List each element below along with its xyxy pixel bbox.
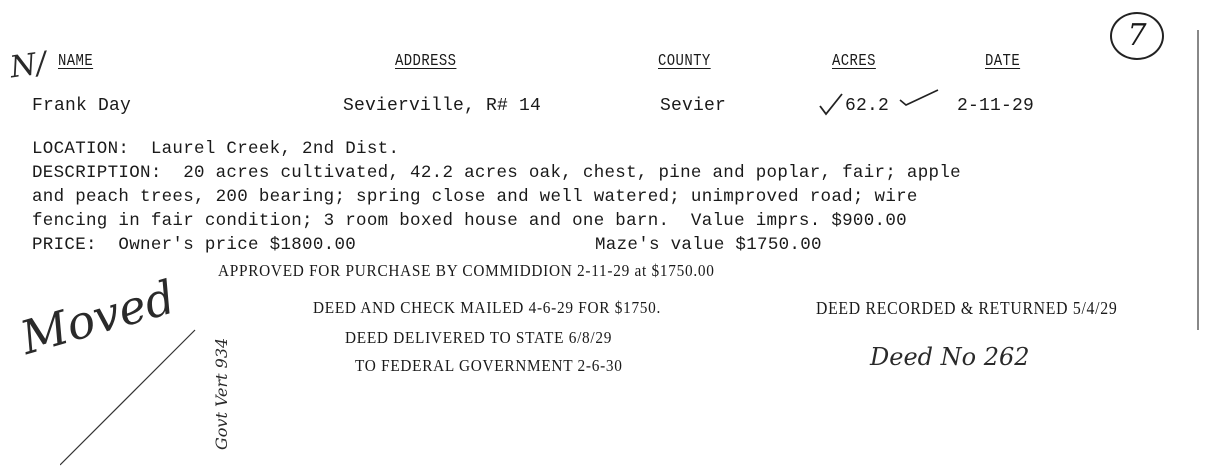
- approved-line: APPROVED FOR PURCHASE BY COMMIDDION 2-11-29 at $1750.00: [218, 261, 715, 280]
- deed-federal: TO FEDERAL GOVERNMENT 2-6-30: [355, 356, 623, 375]
- handwritten-govt-vert: Govt Vert 934: [212, 337, 231, 450]
- header-address: ADDRESS: [395, 52, 457, 71]
- checkmark-icon: [818, 92, 846, 116]
- moved-pointer-line: [60, 320, 200, 470]
- header-name: NAME: [58, 52, 94, 71]
- scan-edge-line: [1197, 30, 1199, 330]
- maze-value: Maze's value $1750.00: [595, 235, 822, 255]
- record-name: Frank Day: [32, 96, 132, 116]
- description-line-2: and peach trees, 200 bearing; spring close and well watered; unimproved road; wire: [32, 187, 918, 207]
- margin-mark: N/: [7, 45, 49, 86]
- record-address: Sevierville, R# 14: [343, 96, 542, 116]
- deed-recorded: DEED RECORDED & RETURNED 5/4/29: [816, 298, 1118, 318]
- deed-mailed: DEED AND CHECK MAILED 4-6-29 FOR $1750.: [313, 298, 662, 317]
- record-county: Sevier: [660, 96, 727, 116]
- owner-price: PRICE: Owner's price $1800.00: [32, 235, 357, 255]
- handwritten-deed-no: Deed No 262: [870, 343, 1030, 371]
- record-acres: 62.2: [845, 96, 890, 116]
- tick-mark-icon: [898, 88, 942, 108]
- page-number: 7: [1127, 18, 1147, 53]
- header-acres: ACRES: [832, 52, 876, 71]
- location-line: LOCATION: Laurel Creek, 2nd Dist.: [32, 139, 400, 159]
- page-number-circled: [1110, 12, 1164, 60]
- deed-delivered: DEED DELIVERED TO STATE 6/8/29: [345, 328, 613, 347]
- description-line-3: fencing in fair condition; 3 room boxed house and one barn. Value imprs. $900.00: [32, 211, 907, 231]
- handwritten-moved: Moved: [14, 269, 181, 365]
- record-date: 2-11-29: [957, 96, 1035, 116]
- header-date: DATE: [985, 52, 1021, 71]
- header-county: COUNTY: [658, 52, 711, 71]
- description-line-1: DESCRIPTION: 20 acres cultivated, 42.2 acres oak, chest, pine and poplar, fair; apple: [32, 163, 961, 183]
